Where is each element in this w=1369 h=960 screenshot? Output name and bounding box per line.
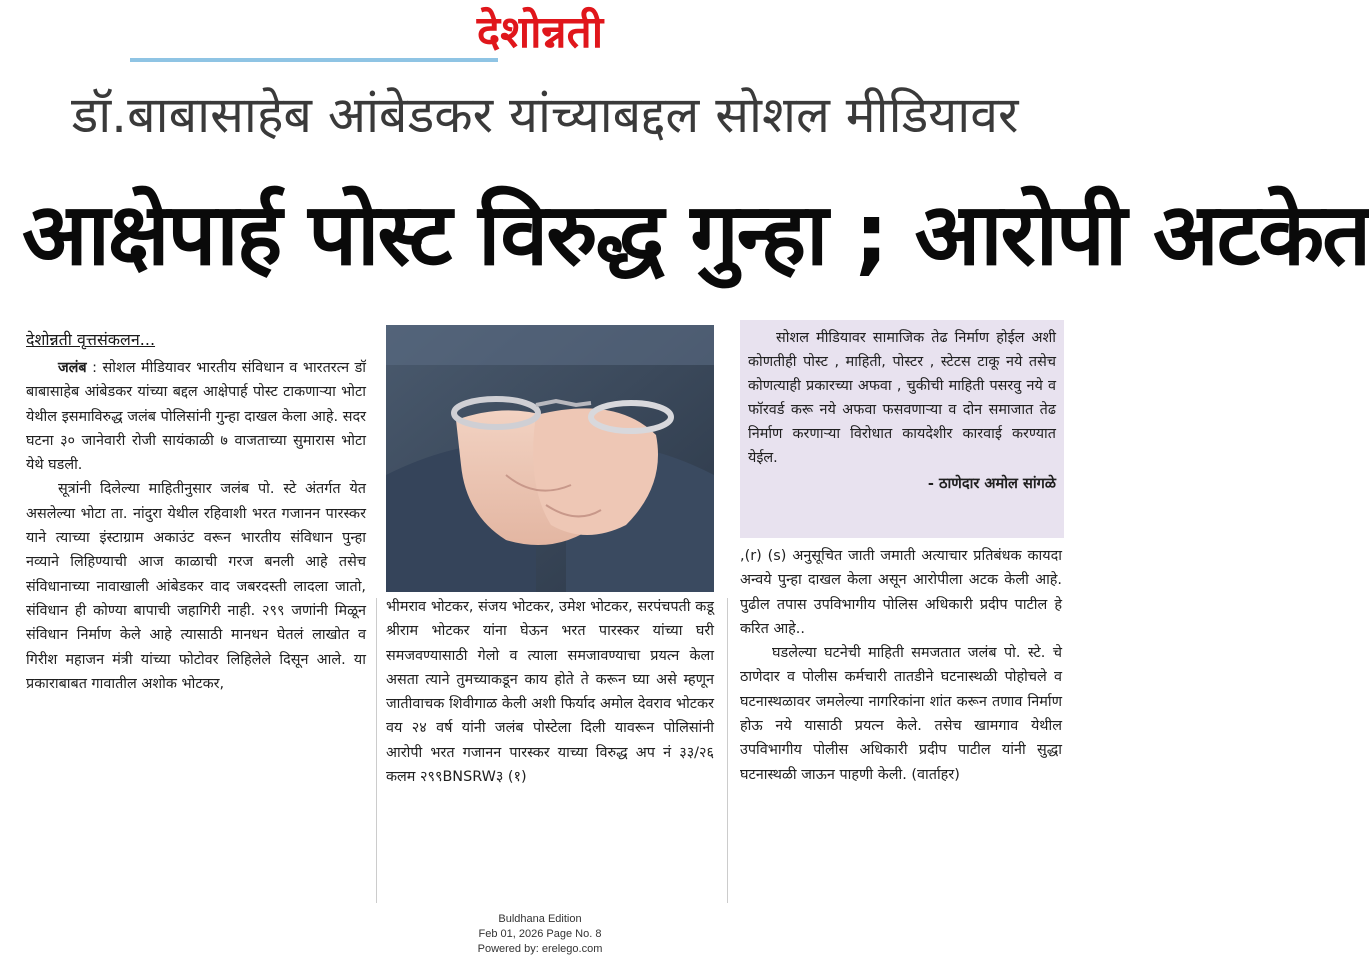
quote-text: सोशल मीडियावर सामाजिक तेढ निर्माण होईल अशी कोणतीही पोस्ट , माहिती, पोस्टर , स्टेटस टाकू नये तसेच कोणत्याही प्रकारच्या अफवा , चुकीची माहिती पसरवु नये व फॉरवर्ड करू नये अफवा फसवणाऱ्या व दोन समाजात तेढ निर्माण करणाऱ्या विरोधात कायदेशीर कारवाई करण्यात येईल. xyxy=(748,330,1056,466)
edition-date-page: Feb 01, 2026 Page No. 8 xyxy=(478,928,602,940)
handcuffs-illustration xyxy=(386,325,714,592)
byline: देशोन्नती वृत्तसंकलन... xyxy=(26,330,156,349)
paragraph: सूत्रांनी दिलेल्या माहितीनुसार जलंब पो. स्टे अंतर्गत येत असलेल्या भोटा ता. नांदुरा येथील रहिवाशी भरत गजानन पारस्कर याने त्याच्या इंस्टाग्राम अकाउंट वरून भारतीय संविधान पुन्हा नव्याने लिहिण्याची आज काळाची गरज बनली आहे तसेच संविधानाच्या नावाखाली आंबेडकर वाद जबरदस्ती लादला जातो, संविधान ही कोण्या बापाची जहागिरी नाही. २९९ जणांनी मिळून संविधान निर्माण केले आहे त्यासाठी मानधन घेतलं लाखोत व गिरीश महाजन मंत्री यांच्या फोटोवर लिहिलेले दिसून आले. या प्रकाराबाबत गावातील अशोक भोटकर, xyxy=(26,481,366,692)
quote-attribution: - ठाणेदार अमोल सांगळे xyxy=(927,475,1056,492)
column-divider xyxy=(727,598,728,903)
powered-by: Powered by: erelego.com xyxy=(477,943,603,955)
paragraph: घडलेल्या घटनेची माहिती समजतात जलंब पो. स्टे. चे ठाणेदार व पोलीस कर्मचारी तातडीने घटनास्थळी पोहोचले व घटनास्थळावर जमलेल्या नागरिकांना शांत करून तणाव निर्माण होऊ नये यासाठी प्रयत्न केले. तसेच खामगाव येथील उपविभागीय पोलीस अधिकारी प्रदीप पाटील यांनी सुद्धा घटनास्थळी जाऊन पाहणी केली. (वार्ताहर) xyxy=(740,645,1062,783)
paragraph xyxy=(26,356,366,477)
edition-footer xyxy=(390,912,690,957)
dateline-place: जलंब xyxy=(58,360,87,376)
article-column-2 xyxy=(386,595,714,789)
column-divider xyxy=(376,598,377,903)
paragraph: भीमराव भोटकर, संजय भोटकर, उमेश भोटकर, सरपंचपती कडू श्रीराम भोटकर यांना घेऊन भरत पारस्कर यांच्या घरी समजवण्यासाठी गेलो व त्याला समजावण्याचा प्रयत्न केला असता त्याने तुमच्याकडून काय होते ते करून घ्या असे म्हणून जातीवाचक शिवीगाळ केली अशी फिर्याद अमोल देवराव भोटकर वय २४ वर्ष यांनी जलंब पोस्टेला दिली यावरून पोलिसांनी आरोपी भरत गजानन पारस्कर याच्या विरुद्ध अप नं ३३/२६ कलम २९९BNSRW३ (१) xyxy=(386,599,714,786)
article-column-3 xyxy=(740,544,1062,787)
edition-name: Buldhana Edition xyxy=(498,913,582,925)
paragraph-text: : सोशल मीडियावर भारतीय संविधान व भारतरत्न डॉ बाबासाहेब आंबेडकर यांच्या बद्दल आक्षेपार्ह पोस्ट टाकणाऱ्या भोटा येथील इसमाविरुद्ध जलंब पोलिसांनी गुन्हा दाखल केला आहे. सदर घटना ३० जानेवारी रोजी सायंकाळी ७ वाजताच्या सुमारास भोटा येथे घडली. xyxy=(26,360,366,474)
police-quote-box xyxy=(740,320,1064,538)
masthead-logo: देशोन्नती xyxy=(476,7,604,58)
kicker-headline: डॉ.बाबासाहेब आंबेडकर यांच्याबद्दल सोशल मीडियावर xyxy=(71,86,1019,144)
paragraph: ,(r) (s) अनुसूचित जाती जमाती अत्याचार प्रतिबंधक कायदा अन्वये पुन्हा दाखल केला असून आरोपीला अटक केली आहे. पुढील तपास उपविभागीय पोलिस अधिकारी प्रदीप पाटील हे करित आहे.. xyxy=(740,548,1062,637)
masthead-rule xyxy=(130,58,498,62)
article-column-1 xyxy=(26,328,366,696)
handcuffs-photo xyxy=(386,325,714,592)
main-headline: आक्षेपार्ह पोस्ट विरुद्ध गुन्हा ; आरोपी अटकेत xyxy=(22,185,1369,285)
